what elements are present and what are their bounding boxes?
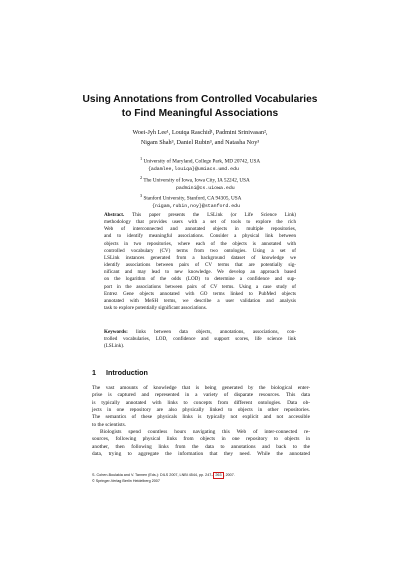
abstract-line: annotated with MeSH terms, we describe a user validation and analysis [104, 297, 296, 304]
author-list [90, 128, 310, 148]
body-line: another, then following links from the data to annotations and back to the [92, 443, 310, 450]
keywords [104, 329, 296, 350]
affiliation-2-marker: 2 [140, 174, 143, 180]
affiliation-1-marker: 1 [140, 156, 143, 161]
title-line-2: to Find Meaningful Associations [121, 108, 279, 119]
abstract-line: Web of interconnected and annotated objects in multiple repositories, [104, 226, 296, 233]
section-title: Introduction [106, 368, 148, 377]
affiliation-2-org: The University of Iowa, Iowa City, IA 52242, USA [143, 177, 250, 184]
abstract-line: controlled vocabulary (CV) terms from two ontologies. Using a set of [104, 247, 296, 254]
abstract-line: port in the associations between pairs of CV terms. Using a case study of [104, 283, 296, 290]
body-line: data, trying to aggregate the information that they need. While the annotated [92, 451, 310, 458]
affiliation-1 [140, 155, 340, 166]
abstract-line: methodology that provides users with a set of tools to explore the rich [104, 219, 296, 226]
body-line: Biologists spend countless hours navigating this Web of inter-connected re- [100, 429, 310, 436]
body-line: sources, following physical links from objects in one repository to objects in [92, 436, 310, 443]
body-line: The vast amounts of knowledge that is being generated by the biological enter- [92, 385, 310, 391]
citation-suffix: , 2007. [223, 473, 235, 477]
keywords-text: links between data objects, annotations, associations, con- [136, 329, 296, 335]
abstract-label: Abstract. [104, 212, 125, 218]
title-line-1: Using Annotations from Controlled Vocabularies [82, 94, 318, 105]
abstract-line: on the logarithm of the odds (LOD) to determine a confidence and sup- [104, 276, 296, 283]
abstract-line: objects in two repositories, where each of the objects is annotated with [104, 240, 296, 247]
affiliation-3-email: {nigam,rubin,noy}@stanford.edu [152, 204, 241, 210]
body-text [92, 385, 310, 458]
section-heading [92, 368, 148, 377]
keywords-line: trolled vocabularies, LOD, confidence and support scores, life science link [104, 336, 296, 343]
paper-title [60, 93, 340, 121]
page-range-link[interactable]: 263 [213, 472, 223, 479]
copyright-line: © Springer-Verlag Berlin Heidelberg 2007 [92, 479, 160, 484]
affiliation-1-org: University of Maryland, College Park, MD 20742, USA [143, 158, 261, 165]
affiliation-2 [140, 174, 340, 185]
authors-line-1: Woei-Jyh Lee¹, Louiqa Raschid¹, Padmini Srinivasan², [132, 129, 268, 136]
citation-prefix: S. Cohen-Boulakia and V. Tannen (Eds.): DILS 2007, LNBI 4544, pp. 247– [92, 473, 214, 477]
affiliation-1-email: {adamlee,louiqa}@umiacs.umd.edu [148, 167, 239, 173]
section-number: 1 [92, 368, 96, 377]
affiliation-2-email: padmini@cs.uiowa.edu [176, 185, 235, 191]
body-line: prise is captured and represented in a variety of disparate resources. This data [92, 392, 310, 399]
keywords-label: Keywords: [104, 329, 128, 335]
abstract-line: identify associations between pairs of CV terms that are potentially sig- [104, 262, 296, 269]
body-line: to the scientists. [92, 421, 126, 428]
abstract [104, 212, 296, 312]
affiliation-3 [140, 192, 340, 203]
affiliations [140, 155, 340, 211]
body-line: is typically annotated with links to concepts from different ontologies. Data ob- [92, 399, 310, 406]
abstract-text: This paper presents the LSLink (or Life Science Link) [132, 212, 296, 218]
affiliation-3-org: Stanford University, Stanford, CA 94305, USA [143, 195, 242, 202]
authors-line-2: Nigam Shah³, Daniel Rubin³, and Natasha Noy³ [140, 139, 260, 146]
abstract-line: task to explore potentially significant associations. [104, 305, 207, 312]
abstract-line: Entrez Gene objects annotated with GO terms linked to PubMed objects [104, 290, 296, 297]
affiliation-3-marker: 3 [140, 193, 143, 199]
keywords-line: (LSLink). [104, 343, 125, 350]
copyright-footnote [92, 472, 310, 484]
abstract-line: nificant and may lead to new knowledge. We develop an approach based [104, 269, 296, 276]
abstract-line: and to identify meaningful associations. Consider a physical link between [104, 233, 296, 240]
citation-line [92, 472, 310, 479]
body-line: jects in one repository are also physically linked to objects in other repositories. [92, 407, 310, 414]
body-line: The semantics of these physicals links is typically not explicit and not accessible [92, 414, 310, 421]
abstract-line: LSLink instances generated from a background dataset of knowledge we [104, 254, 296, 261]
